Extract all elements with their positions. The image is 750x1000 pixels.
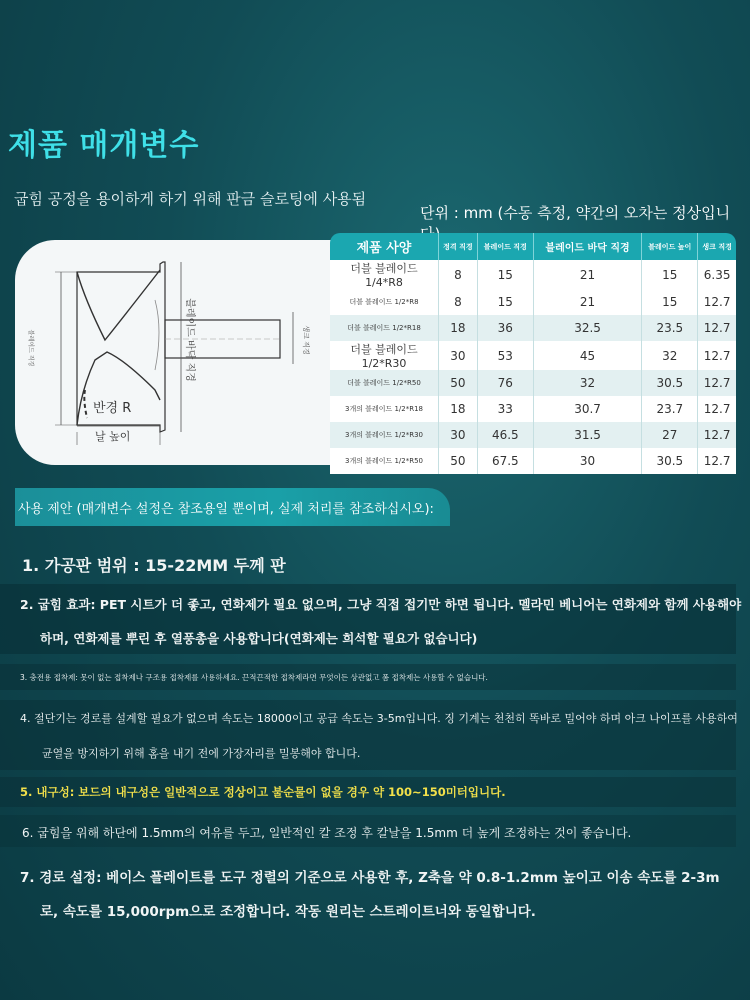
cell: 15	[477, 260, 533, 289]
blade-diameter-label: 블레이드 직경	[27, 329, 34, 367]
cell: 21	[533, 260, 641, 289]
header-rated: 정격 직경	[439, 233, 478, 260]
cell: 30.7	[533, 396, 641, 422]
row-name: 3개의 블레이드 1/2*R50	[330, 448, 439, 474]
row-name: 더블 블레이드 1/2*R50	[330, 370, 439, 396]
cell: 30	[533, 448, 641, 474]
cell: 12.7	[698, 396, 736, 422]
header-blade-diameter: 블레이드 직경	[477, 233, 533, 260]
note-7-line-2: 로, 속도를 15,000rpm으로 조정합니다. 작동 원리는 스트레이트너와 동일합니다.	[40, 904, 536, 920]
cell: 12.7	[698, 289, 736, 315]
spec-table	[330, 233, 736, 474]
note-4-line-1: 4. 절단기는 경로를 설계할 필요가 없으며 속도는 18000이고 공급 속도는 3-5m입니다. 징 기계는 천천히 똑바로 밀어야 하며 아크 나이프를 사용하여	[20, 712, 738, 725]
cell: 15	[642, 260, 698, 289]
note-6-text: 6. 굽힘을 위해 하단에 1.5mm의 여유를 두고, 일반적인 칼 조정 후 칼날을 1.5mm 더 높게 조정하는 것이 좋습니다.	[22, 826, 632, 840]
row-name: 더블 블레이드 1/2*R8	[330, 289, 439, 315]
router-bit-drawing	[15, 240, 345, 465]
note-2-line-2: 하며, 연화제를 뿌린 후 열풍총을 사용합니다(연화제는 희석할 필요가 없습니다)	[40, 631, 478, 646]
cell: 12.7	[698, 422, 736, 448]
note-7	[0, 856, 736, 928]
cell: 53	[477, 341, 533, 370]
table-row	[330, 315, 736, 341]
note-2-line-1: 2. 굽힘 효과: PET 시트가 더 좋고, 연화제가 필요 없으며, 그냥 직접 접기만 하면 됩니다. 멜라민 베니어는 연화제와 함께 사용해야	[20, 597, 742, 612]
cell: 30	[439, 341, 478, 370]
note-4-line-2: 균열을 방지하기 위해 홈을 내기 전에 가장자리를 밀봉해야 합니다.	[42, 747, 361, 760]
cell: 32.5	[533, 315, 641, 341]
note-5	[0, 777, 736, 807]
cell: 8	[439, 260, 478, 289]
table-row	[330, 422, 736, 448]
row-name: 3개의 블레이드 1/2*R18	[330, 396, 439, 422]
cell: 18	[439, 315, 478, 341]
note-7-line-1: 7. 경로 설정: 베이스 플레이트를 도구 정렬의 기준으로 사용한 후, Z축을 약 0.8-1.2mm 높이고 이송 속도를 2-3m	[20, 870, 720, 886]
header-spec: 제품 사양	[330, 233, 439, 260]
table-row	[330, 448, 736, 474]
note-2	[0, 584, 742, 654]
cell: 18	[439, 396, 478, 422]
notice-text: 사용 제안 (매개변수 설정은 참조용일 뿐이며, 실제 처리를 참조하십시오):	[18, 502, 434, 517]
cell: 67.5	[477, 448, 533, 474]
cell: 33	[477, 396, 533, 422]
cell: 30.5	[642, 448, 698, 474]
note-5-text: 5. 내구성: 보드의 내구성은 일반적으로 정상이고 불순물이 없을 경우 약 100~150미터입니다.	[20, 785, 506, 799]
cell: 21	[533, 289, 641, 315]
cell: 36	[477, 315, 533, 341]
cell: 30.5	[642, 370, 698, 396]
cell: 12.7	[698, 370, 736, 396]
cell: 76	[477, 370, 533, 396]
height-label: 날 높이	[95, 430, 131, 443]
header-blade-bottom: 블레이드 바닥 직경	[533, 233, 641, 260]
cell: 27	[642, 422, 698, 448]
table-row	[330, 370, 736, 396]
table-row	[330, 341, 736, 370]
cell: 23.7	[642, 396, 698, 422]
cell: 12.7	[698, 448, 736, 474]
note-1-text: 1. 가공판 범위 : 15-22MM 두께 판	[22, 556, 286, 575]
cell: 32	[642, 341, 698, 370]
table-row	[330, 260, 736, 289]
cell: 50	[439, 370, 478, 396]
cell: 12.7	[698, 341, 736, 370]
cell: 15	[477, 289, 533, 315]
note-3	[0, 664, 736, 690]
page-title: 제품 매개변수	[8, 128, 200, 163]
note-4	[0, 700, 736, 770]
table-row	[330, 396, 736, 422]
blade-bottom-label: 블레이드 바닥 직경	[184, 298, 195, 382]
cell: 45	[533, 341, 641, 370]
table-row	[330, 289, 736, 315]
header-shank: 생크 직경	[698, 233, 736, 260]
cell: 8	[439, 289, 478, 315]
cell: 6.35	[698, 260, 736, 289]
header-blade-height: 블레이드 높이	[642, 233, 698, 260]
row-name: 더블 블레이드 1/4*R8	[330, 260, 439, 289]
cell: 32	[533, 370, 641, 396]
page-subtitle: 굽힘 공정을 용이하게 하기 위해 판금 슬로팅에 사용됨	[14, 190, 367, 208]
note-1	[0, 548, 736, 578]
cell: 50	[439, 448, 478, 474]
row-name: 더블 블레이드 1/2*R30	[330, 341, 439, 370]
cell: 31.5	[533, 422, 641, 448]
cell: 46.5	[477, 422, 533, 448]
table-header-row	[330, 233, 736, 260]
note-6	[0, 815, 736, 847]
cell: 23.5	[642, 315, 698, 341]
radius-label: 반경 R	[93, 401, 132, 416]
cell: 30	[439, 422, 478, 448]
cell: 15	[642, 289, 698, 315]
product-diagram	[15, 240, 345, 465]
row-name: 더블 블레이드 1/2*R18	[330, 315, 439, 341]
note-3-text: 3. 충전용 접착제: 못이 없는 접착제나 구조용 접착제를 사용하세요. 끈적끈적한 접착제라면 무엇이든 상관없고 폼 접착제는 사용할 수 없습니다.	[20, 673, 488, 682]
cell: 12.7	[698, 315, 736, 341]
unit-note: 단위 : mm (수동 측정, 약간의 오차는 정상입니	[420, 204, 731, 222]
shank-diameter-label: 생크 직경	[302, 325, 310, 355]
row-name: 3개의 블레이드 1/2*R30	[330, 422, 439, 448]
